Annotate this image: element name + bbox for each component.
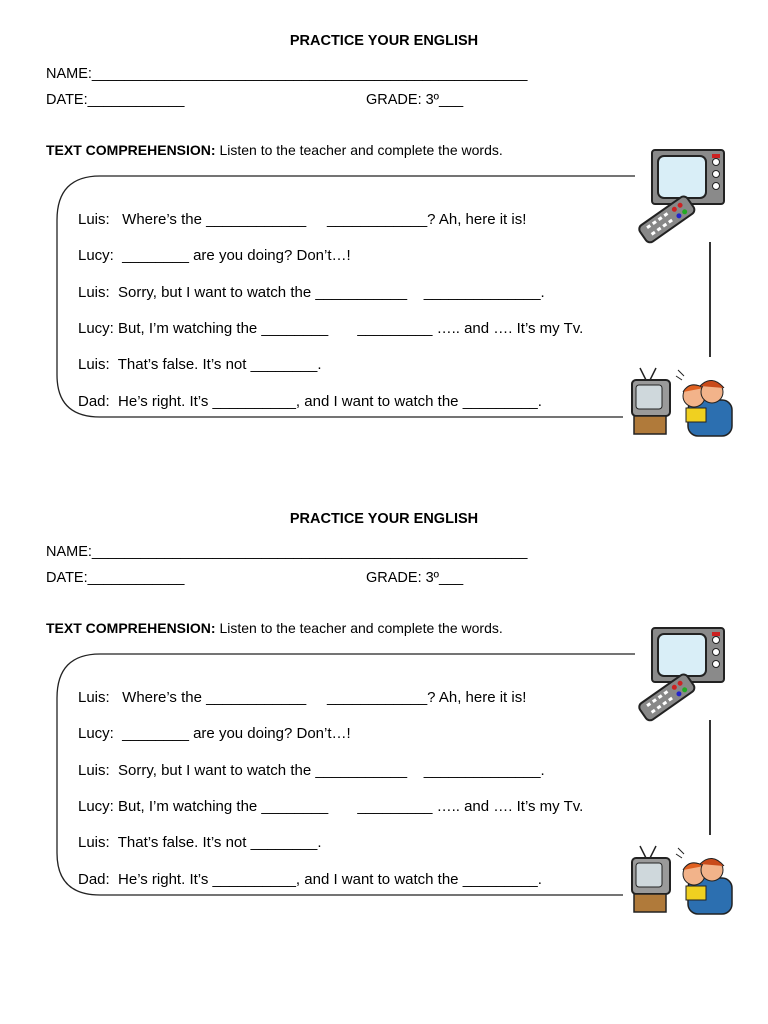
grade-field: GRADE: 3º___	[366, 92, 464, 108]
date-field: DATE:____________	[46, 92, 185, 108]
kids-watching-tv-icon	[628, 366, 734, 447]
name-field: NAME:______________________________________________________	[46, 66, 528, 82]
kids-watching-tv-icon	[628, 844, 734, 925]
dialogue-line-2: Lucy: ________ are you doing? Don’t…!	[78, 247, 351, 264]
dialogue-line-6: Dad: He’s right. It’s __________, and I want to watch the _________.	[78, 871, 542, 888]
dialogue-line-4: Lucy: But, I’m watching the ________ _________ ….. and …. It’s my Tv.	[78, 320, 584, 337]
dialogue-line-3: Luis: Sorry, but I want to watch the ___________ ______________.	[78, 762, 545, 779]
dialogue-line-5: Luis: That’s false. It’s not ________.	[78, 834, 322, 851]
worksheet-2	[0, 478, 768, 948]
instruction-label: TEXT COMPREHENSION:	[46, 142, 216, 158]
grade-field: GRADE: 3º___	[366, 570, 464, 586]
tv-with-remote-icon	[636, 626, 728, 727]
name-field: NAME:______________________________________________________	[46, 544, 528, 560]
dialogue-line-2: Lucy: ________ are you doing? Don’t…!	[78, 725, 351, 742]
worksheet-title: PRACTICE YOUR ENGLISH	[289, 511, 479, 527]
dialogue-line-6: Dad: He’s right. It’s __________, and I want to watch the _________.	[78, 393, 542, 410]
instruction-text: Listen to the teacher and complete the words.	[215, 620, 503, 636]
instruction-text: Listen to the teacher and complete the words.	[215, 142, 503, 158]
dialogue-line-4: Lucy: But, I’m watching the ________ _________ ….. and …. It’s my Tv.	[78, 798, 584, 815]
instruction	[46, 142, 503, 158]
tv-with-remote-icon	[636, 148, 728, 249]
instruction-label: TEXT COMPREHENSION:	[46, 620, 216, 636]
worksheet-1	[0, 0, 768, 470]
dialogue-line-5: Luis: That’s false. It’s not ________.	[78, 356, 322, 373]
dialogue-line-1: Luis: Where’s the ____________ ____________? Ah, here it is!	[78, 689, 527, 706]
vertical-rule	[709, 720, 711, 835]
instruction	[46, 620, 503, 636]
dialogue-line-1: Luis: Where’s the ____________ ____________? Ah, here it is!	[78, 211, 527, 228]
dialogue-line-3: Luis: Sorry, but I want to watch the ___________ ______________.	[78, 284, 545, 301]
worksheet-title: PRACTICE YOUR ENGLISH	[289, 33, 479, 49]
date-field: DATE:____________	[46, 570, 185, 586]
vertical-rule	[709, 242, 711, 357]
